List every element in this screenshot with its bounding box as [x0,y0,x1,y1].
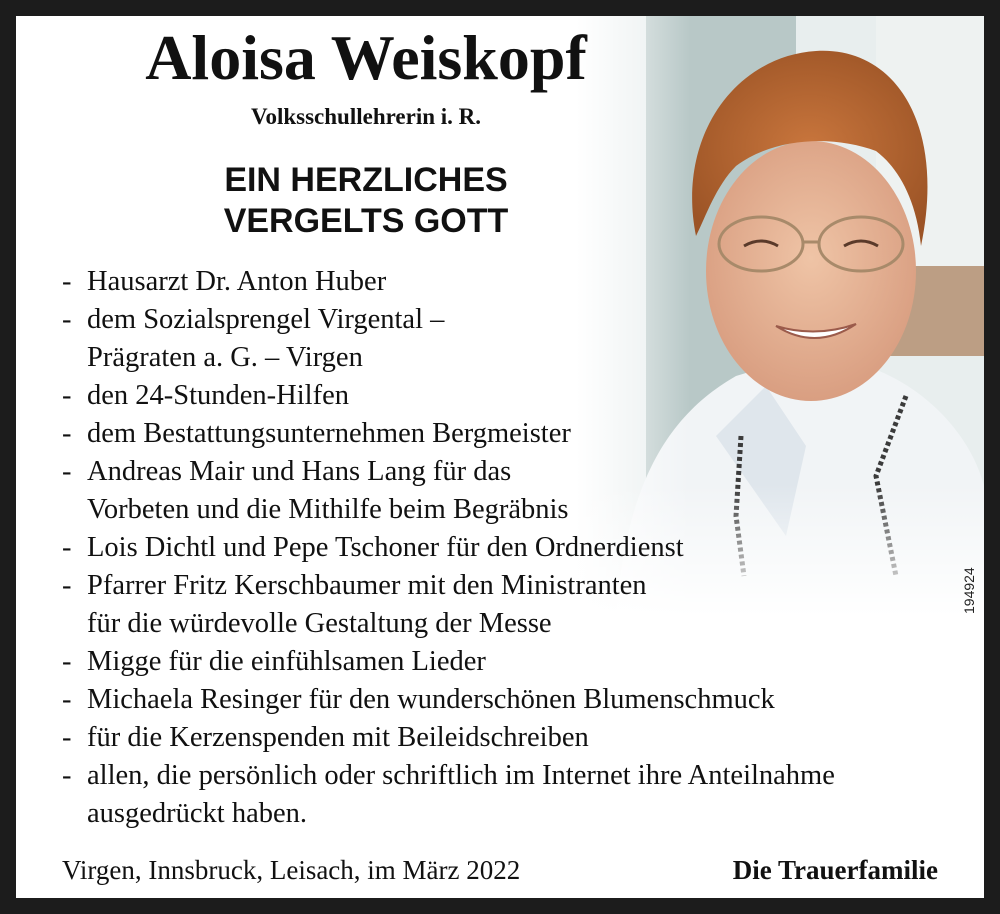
place-date: Virgen, Innsbruck, Leisach, im März 2022 [62,855,521,885]
list-item: - Migge für die einfühlsamen Lieder [62,643,835,681]
list-item: - Pfarrer Fritz Kerschbaumer mit den Ministranten für die würdevolle Gestaltung der Messe [62,567,835,643]
list-item: - Hausarzt Dr. Anton Huber [62,263,835,301]
ad-number: 194924 [961,567,977,614]
signature: Die Trauerfamilie [732,855,938,885]
deceased-title: Volksschullehrerin i. R. [250,104,482,129]
list-item: - Michaela Resinger für den wunderschönen Blumenschmuck [62,681,835,719]
thanks-heading [106,160,626,242]
list-item: - den 24-Stunden-Hilfen [62,377,835,415]
list-item: - Lois Dichtl und Pepe Tschoner für den Ordnerdienst [62,529,835,567]
obituary-card [16,16,984,898]
thanks-list [62,263,835,833]
thanks-heading-line-2: VERGELTS GOTT [223,202,509,240]
list-item: - dem Bestattungsunternehmen Bergmeister [62,415,835,453]
list-item: - dem Sozialsprengel Virgental – Prägraten a. G. – Virgen [62,301,835,377]
thanks-heading-line-1: EIN HERZLICHES [224,161,508,199]
deceased-name: Aloisa Weiskopf [145,22,587,93]
list-item: - Andreas Mair und Hans Lang für das Vorbeten und die Mithilfe beim Begräbnis [62,453,835,529]
list-item: - für die Kerzenspenden mit Beileidschreiben [62,719,835,757]
list-item: - allen, die persönlich oder schriftlich im Internet ihre Anteilnahme ausgedrückt haben. [62,757,835,833]
